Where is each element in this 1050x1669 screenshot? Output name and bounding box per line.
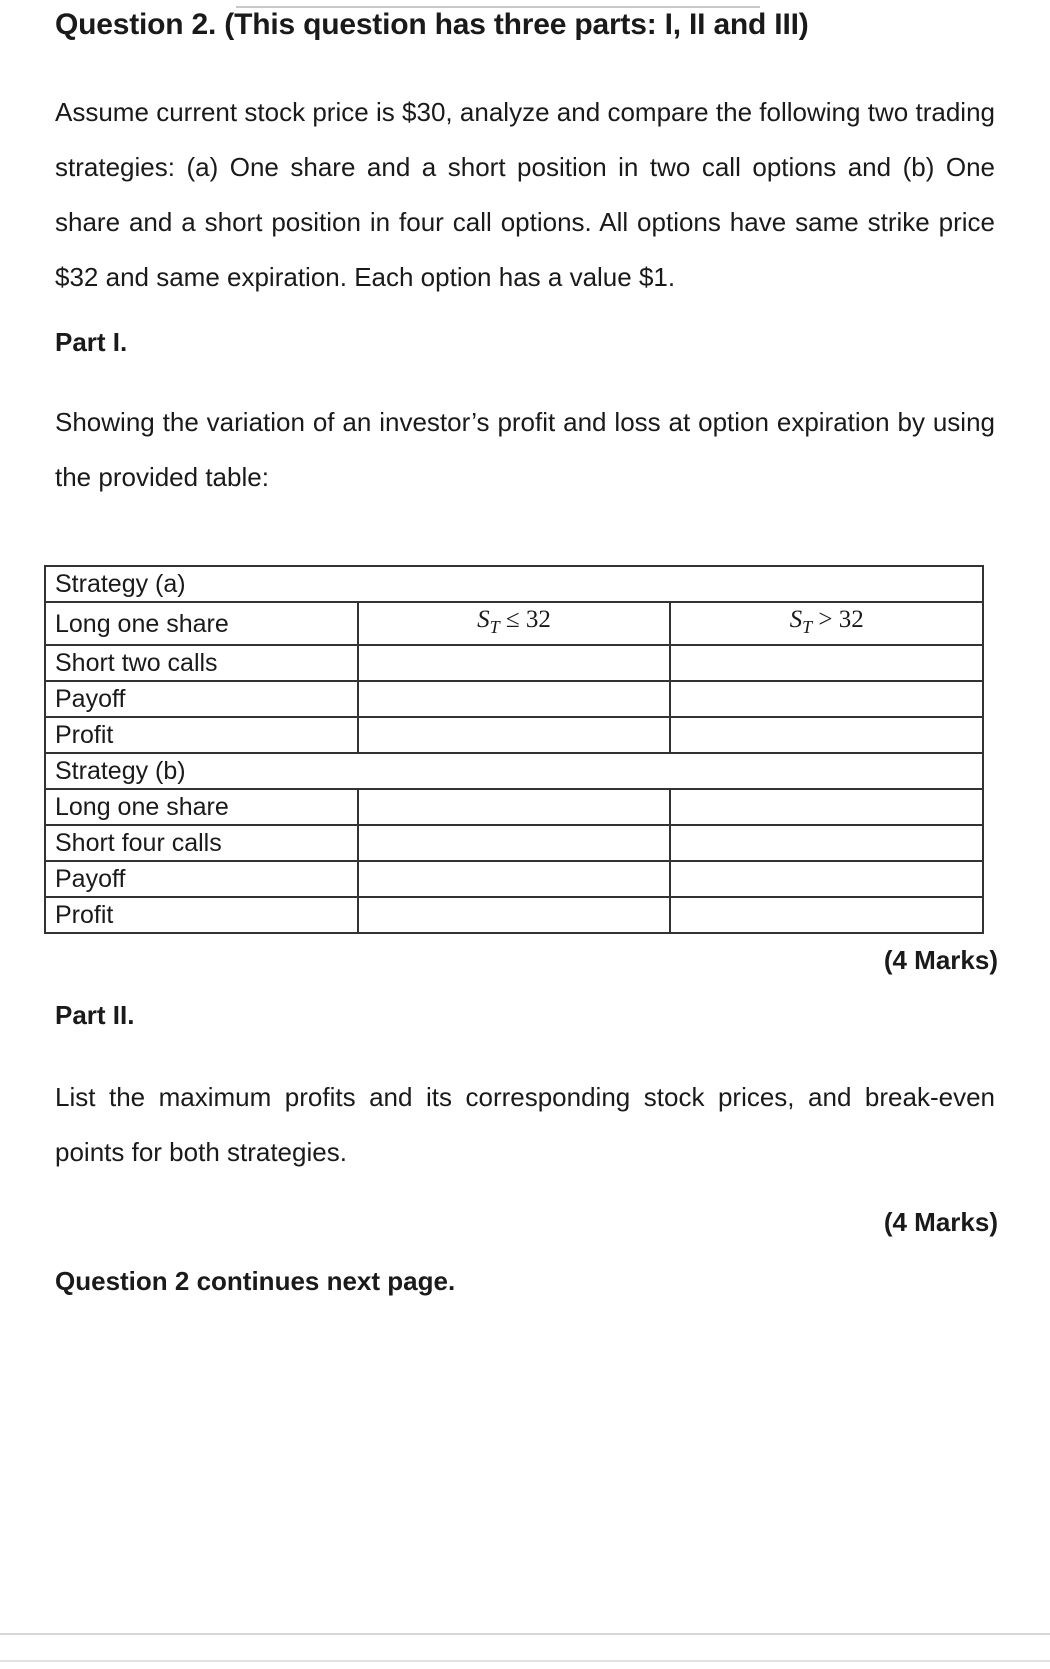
part1-marks: (4 Marks) [883,945,998,975]
col-header-st-gt-32 [670,602,983,645]
question-intro: Assume current stock price is $30, analyze and compare the following two trading strategies: (a) One share and a short position in two call options and (b) One share and a short position in four call options. All options have same strike price $32 and same expiration. Each option has a value $1. [55,97,995,292]
part1-label: Part I. [55,327,128,357]
var-s: S [789,606,803,633]
col-header-st-le-32 [358,602,671,645]
table-row [45,717,983,753]
row-label: Short two calls [45,645,358,681]
answer-cell[interactable] [670,717,983,753]
row-label: Profit [45,897,358,933]
answer-cell[interactable] [358,897,671,933]
table-row [45,566,983,602]
table-row [45,645,983,681]
table-row [45,789,983,825]
bottom-divider [0,1633,1050,1635]
answer-cell[interactable] [670,681,983,717]
answer-cell[interactable] [358,645,671,681]
part2-marks: (4 Marks) [883,1207,998,1237]
table-row [45,753,983,789]
subscript-t: T [802,617,813,637]
part1-instruction: Showing the variation of an investor’s profit and loss at option expiration by using the provided table: [55,407,995,492]
continues-note: Question 2 continues next page. [55,1266,456,1296]
answer-cell[interactable] [358,861,671,897]
bottom-divider [0,1660,1050,1662]
answer-cell[interactable] [670,861,983,897]
answer-cell[interactable] [358,681,671,717]
row-label: Payoff [45,681,358,717]
row-label: Short four calls [45,825,358,861]
table-row [45,825,983,861]
answer-cell[interactable] [670,789,983,825]
var-s: S [477,606,490,633]
table-row [45,861,983,897]
table-row [45,602,983,645]
answer-cell[interactable] [670,897,983,933]
row-label: Profit [45,717,358,753]
part2-label: Part II. [55,1000,135,1030]
strategy-a-title: Strategy (a) [45,566,983,602]
row-label: Long one share [45,789,358,825]
subscript-t: T [489,617,500,637]
answer-cell[interactable] [670,825,983,861]
strategy-b-title: Strategy (b) [45,753,983,789]
value: 32 [838,606,864,633]
row-label: Long one share [45,602,358,645]
answer-cell[interactable] [358,789,671,825]
operator: > [818,606,833,633]
answer-cell[interactable] [358,825,671,861]
part2-instruction: List the maximum profits and its corresponding stock prices, and break-even points for both strategies. [55,1082,995,1167]
operator: ≤ [505,606,520,633]
table-row [45,897,983,933]
row-label: Payoff [45,861,358,897]
answer-cell[interactable] [670,645,983,681]
table-row [45,681,983,717]
question-heading: Question 2. (This question has three parts: I, II and III) [55,8,809,41]
profit-loss-table [44,565,984,934]
value: 32 [525,606,551,633]
answer-cell[interactable] [358,717,671,753]
